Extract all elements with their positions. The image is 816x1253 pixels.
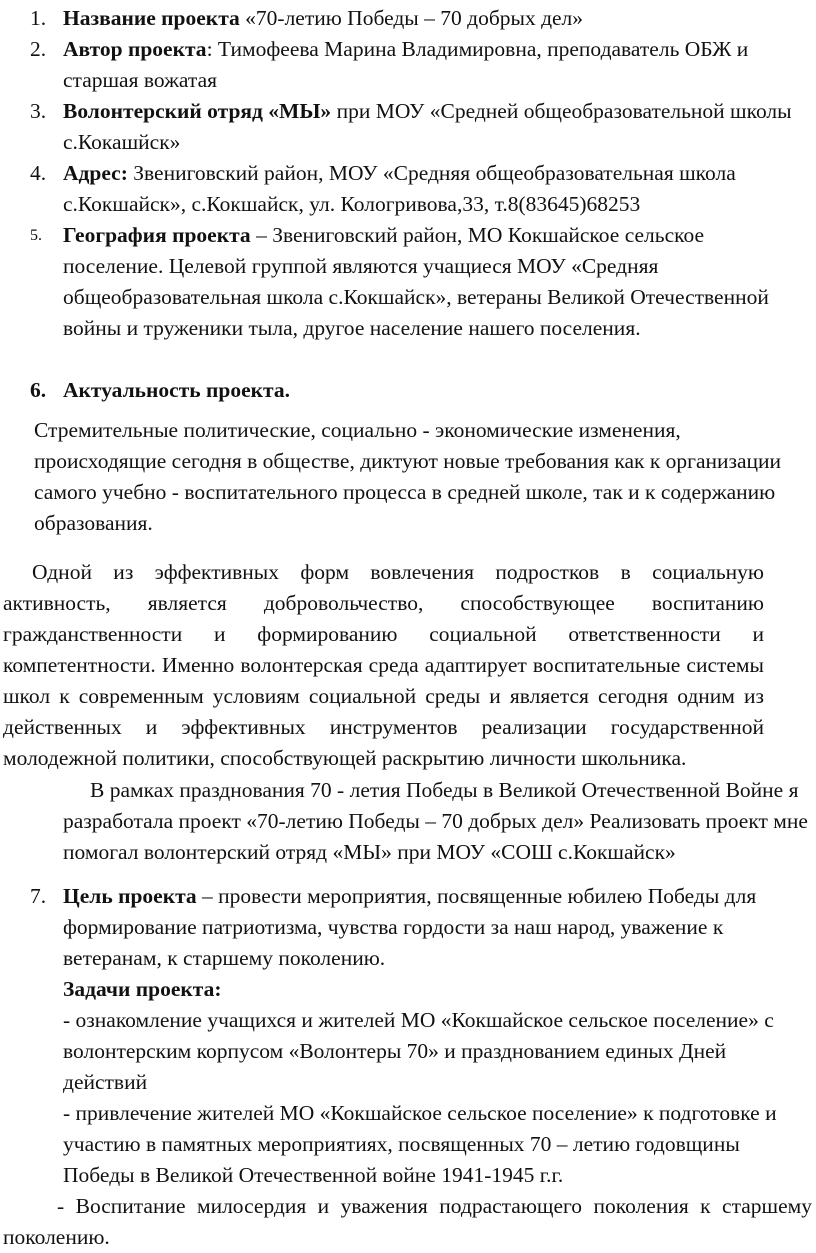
author-value: : Тимофеева Марина Владимировна, преподаватель ОБЖ и старшая вожатая	[63, 37, 749, 92]
project-name-value: «70-летию Победы – 70 добрых дел»	[239, 6, 584, 30]
list-item-6	[0, 375, 802, 406]
paragraph-mercy: - Воспитание милосердия и уважения подрастающего поколения к старшему поколению.	[3, 1194, 812, 1249]
goal-value: – провести мероприятия, посвященные юбилею Победы для формирование патриотизма, чувства гордости за наш народ, уважение к ветеранам, к старшему поколению.	[63, 884, 757, 970]
paragraph-volunteering: Одной из эффективных форм вовлечения подростков в социальную активность, является добровольчество, способствующее воспитанию гражданственности и формированию социальной ответственности и компетентности. Именно волонтерская среда адаптирует воспитательные системы школ к современным условиям социальной среды и является сегодня одним из действенных и эффективных инструментов реализации государственной молодежной политики, способствующей раскрытию личности школьника.	[3, 560, 764, 770]
list-number: 2.	[30, 37, 47, 61]
geography-label: География проекта	[63, 223, 251, 247]
list-number: 4.	[30, 161, 47, 185]
geography-value: – Звениговский район, МО Кокшайское сельское поселение. Целевой группой являются учащиеся МОУ «Средняя общеобразовательная школа с.Кокшайск», ветераны Великой Отечественной войны и труженики тыла, другое население нашего поселения.	[63, 223, 769, 340]
goal-label: Цель проекта	[63, 884, 197, 908]
address-value: Звениговский район, МОУ «Средняя общеобразовательная школа с.Кокшайск», с.Кокшайск, ул. Кологривова,33, т.8(83645)68253	[63, 161, 736, 216]
list-number: 7.	[30, 884, 47, 908]
list-item-1	[0, 3, 802, 34]
list-item-4	[0, 158, 802, 220]
address-label: Адрес:	[63, 161, 128, 185]
list-item-3	[0, 96, 802, 158]
paragraph-intro: Стремительные политические, социально - экономические изменения, происходящие сегодня в обществе, диктуют новые требования как к организации самого учебно - воспитательного процесса в средней школе, так и к содержанию образования.	[34, 418, 782, 535]
project-name-label: Название проекта	[63, 6, 240, 30]
volunteer-squad-label: Волонтерский отряд «МЫ»	[63, 99, 332, 123]
list-number: 3.	[30, 99, 47, 123]
list-number: 6.	[30, 378, 47, 402]
tasks-heading: Задачи проекта:	[63, 977, 222, 1001]
list-number: 1.	[30, 6, 47, 30]
volunteer-squad-value: при МОУ «Средней общеобразовательной школы с.Кокашйск»	[63, 99, 792, 154]
paragraph-celebration: В рамках празднования 70 - летия Победы в Великой Отечественной Войне я разработала проект «70-летию Победы – 70 добрых дел» Реализовать проект мне помогал волонтерский отряд «МЫ» при МОУ «СОШ с.Кокшайск»	[63, 778, 808, 864]
task-item: - ознакомление учащихся и жителей МО «Кокшайское сельское поселение» с волонтерским корпусом «Волонтеры 70» и празднованием единых Дней действий	[63, 1008, 774, 1094]
list-item-2	[0, 34, 802, 96]
list-number: 5.	[30, 227, 42, 244]
task-item: - привлечение жителей МО «Кокшайское сельское поселение» к подготовке и участию в памятных мероприятиях, посвященных 70 – летию годовщины Победы в Великой Отечественной войне 1941-1945 г.г.	[63, 1101, 777, 1187]
relevance-heading: Актуальность проекта.	[63, 378, 290, 402]
author-label: Автор проекта	[63, 37, 207, 61]
list-item-7	[0, 881, 802, 1191]
list-item-5	[0, 220, 802, 344]
